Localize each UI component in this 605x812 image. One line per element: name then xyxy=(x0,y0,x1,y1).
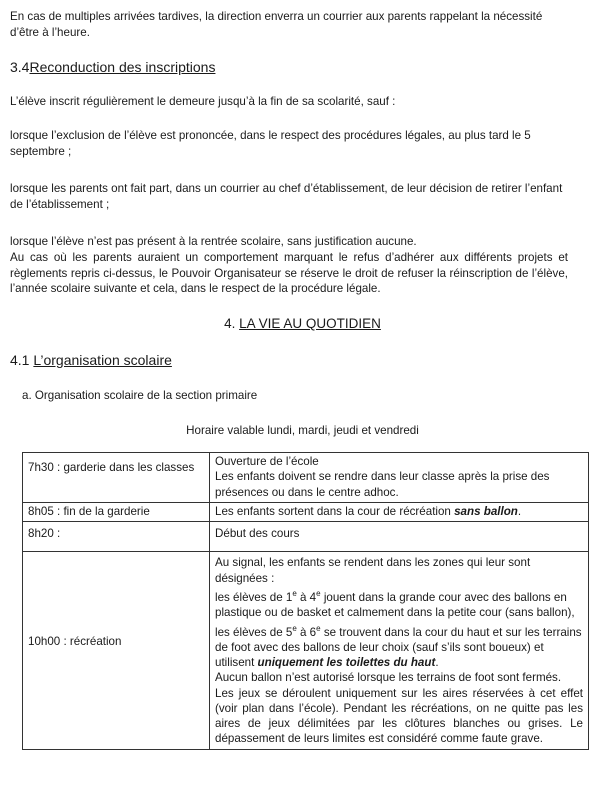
cell-line: Les jeux se déroulent uniquement sur les aires réservées à cet effet (voir plan dans l’école). Pendant les récréations, on ne quitte pas les aires de jeux délimitées par les clôtures blanches ou grises. Le dépassement de leurs limites est considéré comme faute grave. xyxy=(215,686,583,746)
cell-line: Ouverture de l’école xyxy=(215,455,319,468)
case-paragraph-2: lorsque les parents ont fait part, dans un courrier au chef d’établissement, de leur décision de retirer l’enfant de l’établissement ; xyxy=(10,182,563,211)
closing-paragraph: Au cas où les parents auraient un comportement marquant le refus d’adhérer aux différents projets et règlements repris ci-dessus, le Pouvoir Organisateur se réserve le droit de refuser la réinscription de l’élève, l’année scolaire suivante et cela, dans le respect de la procédure légale. xyxy=(10,251,568,295)
superscript: e xyxy=(316,623,321,633)
section-number: 4.1 xyxy=(10,352,30,368)
table-row xyxy=(23,522,589,552)
emphasis-text: uniquement les toilettes du haut xyxy=(257,655,436,669)
case-paragraph-3: lorsque l’élève n’est pas présent à la rentrée scolaire, sans justification aucune. xyxy=(10,235,417,248)
cell-text: . xyxy=(435,655,439,669)
cell-text: . xyxy=(517,504,522,518)
cell-text: à 4 xyxy=(296,590,317,604)
cell-line xyxy=(215,586,583,620)
cell-text: jouent dans la grande cour avec des ballons en plastique ou de basket et calmement dans la petite cour (sans ballon), xyxy=(215,590,575,620)
cell-text: se trouvent dans la cour du haut et sur les terrains de foot avec des ballons de leur choix (sauf s’ils sont boueux) et utilisent xyxy=(215,625,582,669)
cell-text: les élèves de 5 xyxy=(215,625,293,639)
table-row xyxy=(23,502,589,521)
time-cell: 8h05 : fin de la garderie xyxy=(23,502,210,521)
section-title: Reconduction des inscriptions xyxy=(29,59,216,75)
section-title: LA VIE AU QUOTIDIEN xyxy=(239,316,381,331)
description-cell xyxy=(210,552,589,749)
section-number: 3.4 xyxy=(10,59,30,75)
cell-line: Aucun ballon n’est autorisé lorsque les terrains de foot sont fermés. xyxy=(215,671,562,685)
table-row xyxy=(23,453,589,503)
time-cell: 10h00 : récréation xyxy=(23,552,210,749)
time-cell: 7h30 : garderie dans les classes xyxy=(23,453,210,503)
cell-line: Au signal, les enfants se rendent dans les zones qui leur sont désignées : xyxy=(215,556,531,585)
cell-line: Les enfants doivent se rendre dans leur classe après la prise des présences ou dans le centre adhoc. xyxy=(215,470,550,499)
time-cell: 8h20 : xyxy=(23,522,210,552)
section-number: 4. xyxy=(224,316,236,331)
section-3-4-heading xyxy=(10,60,215,76)
section-4-1-heading xyxy=(10,353,172,369)
cell-text: à 6 xyxy=(296,625,317,639)
section-4-heading xyxy=(0,316,605,332)
subsection-a-heading: a. Organisation scolaire de la section primaire xyxy=(22,389,258,402)
emphasis-text: sans ballon xyxy=(454,504,518,518)
table-row xyxy=(23,552,589,749)
intro-paragraph: En cas de multiples arrivées tardives, la direction enverra un courrier aux parents rappelant la nécessité d’être à l’heure. xyxy=(10,10,543,39)
schedule-table xyxy=(22,452,589,750)
description-cell xyxy=(210,502,589,521)
case-paragraph-1: lorsque l’exclusion de l’élève est prononcée, dans le respect des procédures légales, au plus tard le 5 septembre ; xyxy=(10,129,531,158)
description-cell: Début des cours xyxy=(210,522,589,552)
superscript: e xyxy=(316,589,321,599)
section-title: L’organisation scolaire xyxy=(33,352,172,368)
superscript: e xyxy=(292,623,297,633)
cell-text: Les enfants sortent dans la cour de récréation xyxy=(215,504,455,518)
superscript: e xyxy=(292,589,297,599)
cell-line xyxy=(215,621,583,671)
section-3-4-lead: L’élève inscrit régulièrement le demeure jusqu’à la fin de sa scolarité, sauf : xyxy=(10,95,396,108)
description-cell xyxy=(210,453,589,503)
schedule-caption: Horaire valable lundi, mardi, jeudi et vendredi xyxy=(186,424,419,437)
cell-text: les élèves de 1 xyxy=(215,590,293,604)
